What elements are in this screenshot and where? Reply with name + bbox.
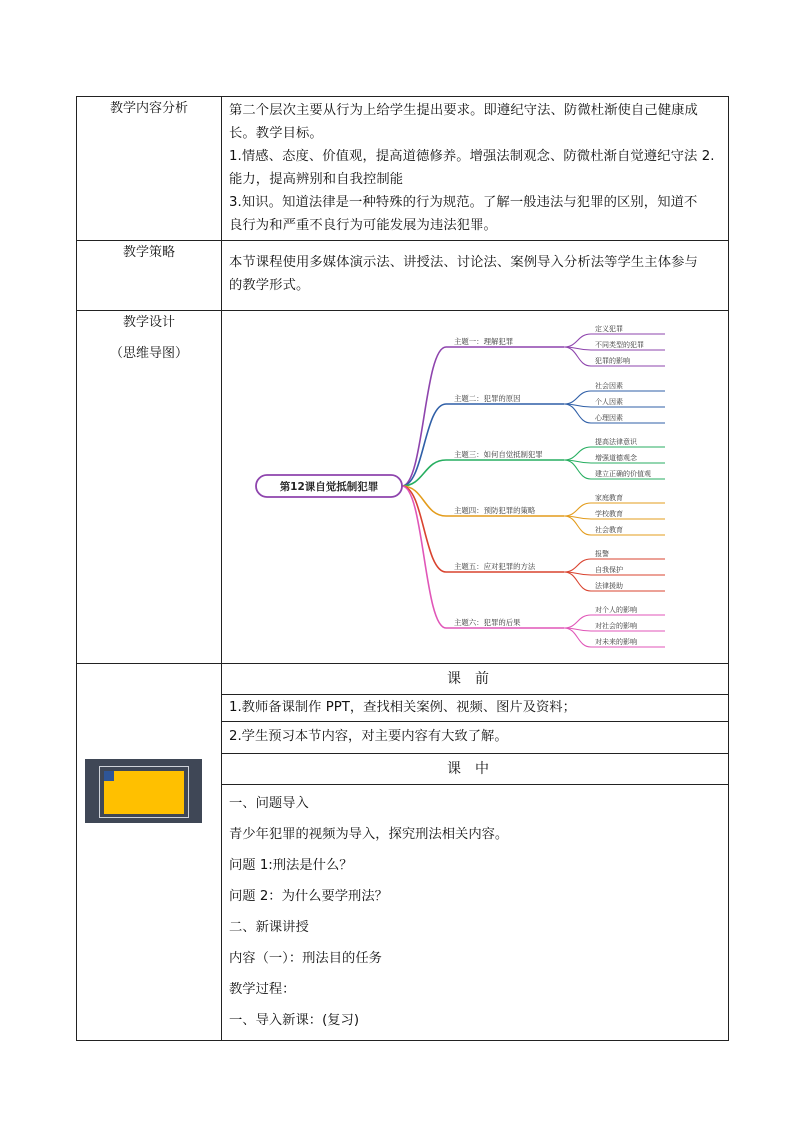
leaf-label: 心理因素 [595,414,623,422]
branch-title: 主题六：犯罪的后果 [454,618,521,627]
content-analysis-text [222,97,728,240]
leaf-label: 定义犯罪 [595,325,623,333]
text-line: 的教学形式。 [229,278,310,293]
slide-thumbnail [85,759,202,823]
leaf-label: 犯罪的影响 [595,357,630,365]
text-line: 本节课程使用多媒体演示法、讲授法、讨论法、案例导入分析法等学生主体参与 [229,255,698,270]
leaf-label: 报警 [595,550,609,558]
row-strategy [77,241,729,311]
during-item: 教学过程： [229,982,296,997]
slide-frame [99,766,189,818]
strategy-label: 教学策略 [77,241,222,311]
leaf-label: 法律援助 [595,582,623,590]
leaf-label: 自我保护 [595,566,623,574]
slide-corner-marker [104,771,114,781]
lesson-plan-table [76,96,729,1041]
mindmap-diagram [222,312,727,662]
row-lesson [77,664,729,1041]
during-item: 问题 1:刑法是什么？ [229,858,353,873]
branch-title: 主题五：应对犯罪的方法 [454,562,536,571]
leaf-label: 增强道德观念 [595,454,637,462]
lesson-cell [222,664,729,1041]
branch-title: 主题二：犯罪的原因 [454,394,521,403]
during-heading: 课中 [222,754,728,785]
leaf-label: 社会教育 [595,526,623,534]
thumbnail-cell [77,664,222,1041]
during-item: 内容（一）：刑法目的任务 [229,951,382,966]
before-item: 2.学生预习本节内容，对主要内容有大致了解。 [222,722,728,754]
slide-yellow-area [104,771,184,814]
leaf-label: 不同类型的犯罪 [595,341,644,349]
during-list [222,785,728,1040]
design-sublabel: （思维导图） [109,346,188,361]
row-design [77,311,729,664]
root-node-label: 第12课自觉抵制犯罪 [279,481,379,493]
content-analysis-label: 教学内容分析 [77,97,222,241]
text-line: 能力，提高辨别和自我控制能 [229,172,404,187]
content-analysis-cell [222,97,729,241]
text-line: 3.知识。知道法律是一种特殊的行为规范。了解一般违法与犯罪的区别，知道不 [229,195,698,210]
leaf-label: 对未来的影响 [595,638,637,646]
branch-connector [402,347,564,486]
branch-connector [402,404,564,486]
leaf-label: 学校教育 [595,510,623,518]
text-line: 良行为和严重不良行为可能发展为违法犯罪。 [229,218,497,233]
during-item: 一、导入新课：(复习) [229,1013,360,1028]
row-content-analysis [77,97,729,241]
text-line: 第二个层次主要从行为上给学生提出要求。即遵纪守法、防微杜渐使自己健康成 [229,103,698,118]
branch-connector [402,486,564,572]
text-line: 长。教学目标。 [229,126,323,141]
design-label-cell [77,311,222,664]
strategy-cell [222,241,729,311]
leaf-label: 社会因素 [595,382,623,390]
during-item: 问题 2：为什么要学刑法？ [229,889,388,904]
branch-connector [402,460,564,486]
during-item: 二、新课讲授 [229,920,309,935]
text-line: 1.情感、态度、价值观，提高道德修养。增强法制观念、防微杜渐自觉遵纪守法 2. [229,149,715,164]
branch-title: 主题三：如何自觉抵制犯罪 [454,450,543,459]
leaf-label: 个人因素 [595,398,623,406]
strategy-text [222,241,728,300]
before-heading: 课前 [222,664,728,695]
leaf-label: 提高法律意识 [595,438,637,446]
leaf-label: 家庭教育 [595,494,623,502]
leaf-label: 建立正确的价值观 [595,470,651,478]
mindmap-cell [222,311,729,664]
design-label: 教学设计 [122,315,175,330]
during-item: 一、问题导入 [229,796,309,811]
branch-title: 主题四：预防犯罪的策略 [454,506,536,515]
during-item: 青少年犯罪的视频为导入，探究刑法相关内容。 [229,827,509,842]
leaf-label: 对社会的影响 [595,622,637,630]
branch-title: 主题一：理解犯罪 [454,337,514,346]
before-item: 1.教师备课制作 PPT，查找相关案例、视频、图片及资料； [222,695,728,722]
leaf-label: 对个人的影响 [595,606,637,614]
